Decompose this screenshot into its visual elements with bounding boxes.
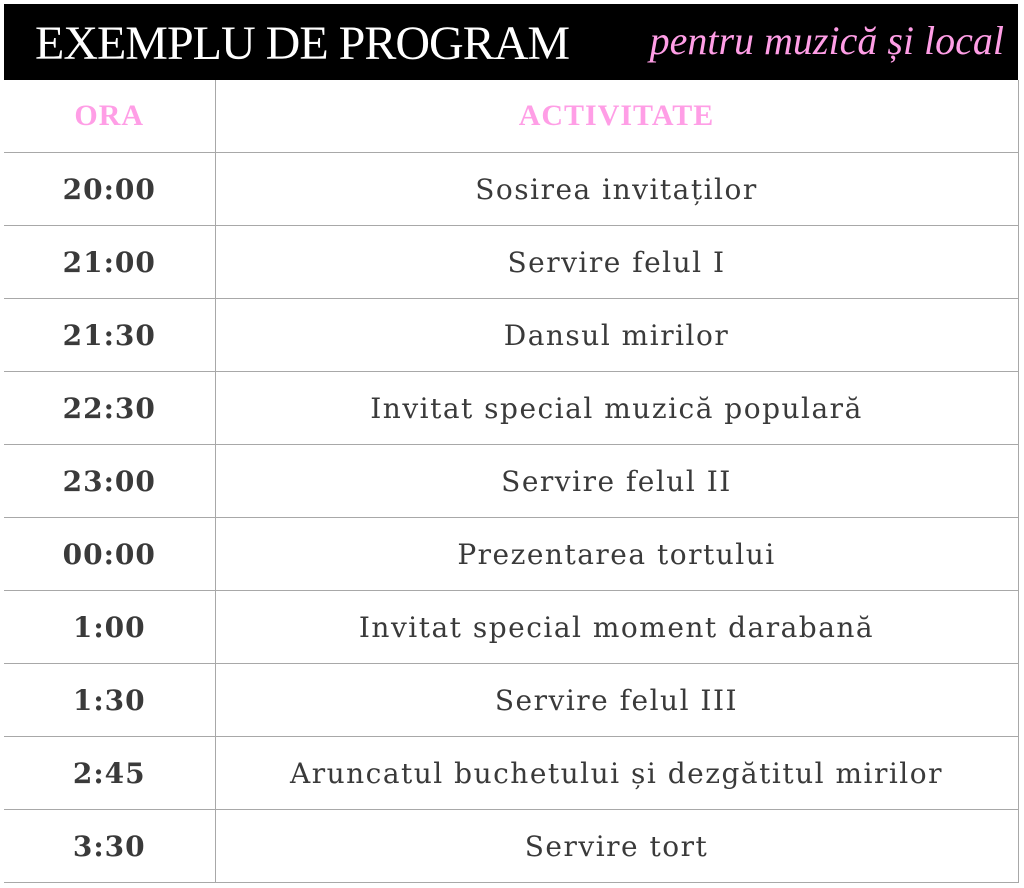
row-time: 22:30 <box>4 372 215 445</box>
row-time: 20:00 <box>4 153 215 226</box>
row-time: 21:30 <box>4 299 215 372</box>
table-header-row <box>4 80 1018 153</box>
row-time: 21:00 <box>4 226 215 299</box>
table-row <box>4 737 1018 810</box>
table-row <box>4 518 1018 591</box>
row-time: 00:00 <box>4 518 215 591</box>
row-activity: Prezentarea tortului <box>215 518 1018 591</box>
table-row <box>4 664 1018 737</box>
table-row <box>4 153 1018 226</box>
row-time: 1:00 <box>4 591 215 664</box>
row-activity: Sosirea invitaților <box>215 153 1018 226</box>
row-activity: Servire felul II <box>215 445 1018 518</box>
row-time: 2:45 <box>4 737 215 810</box>
row-activity: Dansul mirilor <box>215 299 1018 372</box>
table-row <box>4 445 1018 518</box>
table-row <box>4 372 1018 445</box>
row-time: 3:30 <box>4 810 215 883</box>
header-banner <box>4 4 1018 80</box>
row-activity: Aruncatul buchetului și dezgătitul mirilor <box>215 737 1018 810</box>
row-time: 1:30 <box>4 664 215 737</box>
row-activity: Servire tort <box>215 810 1018 883</box>
table-row <box>4 299 1018 372</box>
column-header-activity: ACTIVITATE <box>215 80 1018 153</box>
schedule-table <box>4 80 1019 883</box>
table-row <box>4 810 1018 883</box>
row-activity: Servire felul I <box>215 226 1018 299</box>
page-subtitle: pentru muzică și local <box>649 18 1004 63</box>
row-time: 23:00 <box>4 445 215 518</box>
table-row <box>4 226 1018 299</box>
column-header-time: ORA <box>4 80 215 153</box>
row-activity: Servire felul III <box>215 664 1018 737</box>
row-activity: Invitat special moment darabană <box>215 591 1018 664</box>
page-title: EXEMPLU DE PROGRAM <box>35 17 570 70</box>
table-row <box>4 591 1018 664</box>
row-activity: Invitat special muzică populară <box>215 372 1018 445</box>
